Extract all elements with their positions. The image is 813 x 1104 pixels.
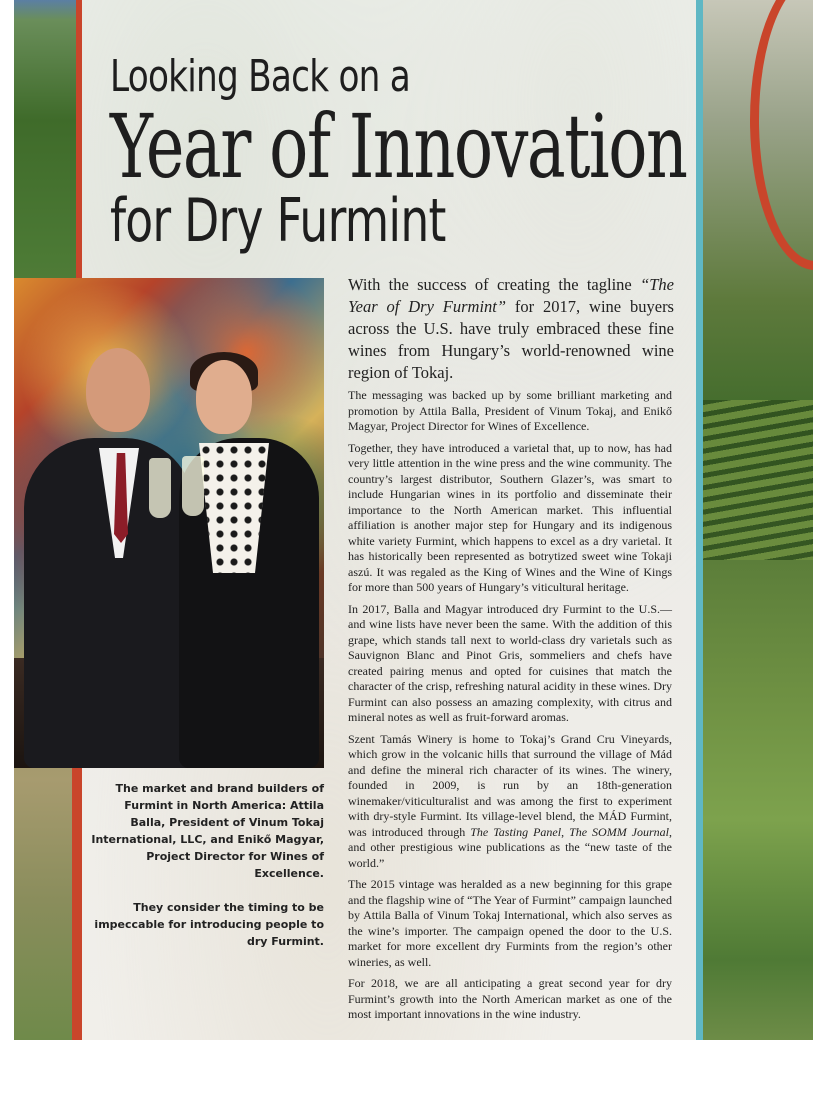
article-body [348,388,672,1029]
wine-glass-left [149,458,171,518]
man-head [86,348,150,432]
lead-text-start: With the success of creating the tagline [348,275,641,294]
vine-rows-image [703,400,813,560]
publication-somm-journal: The SOMM Journal [569,824,670,839]
body-paragraph-1: The messaging was backed up by some brilliant marketing and promotion by Attila Balla, President of Vinum Tokaj, and Enikő Magyar, Project Director for Wines of Excellence. [348,388,672,433]
title-line-2: Year of Innovation [110,95,687,198]
p4-text-start: Szent Tamás Winery is home to Tokaj’s Grand Cru Vineyards, which grow in the volcanic hills that surround the village of Mád and define the mineral rich character of its wines. The winery, founded in 2009, is run by an 18th-generation winemaker/viticulturalist and was among the first to experiment with dry-style Furmint. Its village-level blend, the MÁD Furmint, was introduced through [348,731,672,839]
body-paragraph-5: The 2015 vintage was heralded as a new beginning for this grape and the flagship wine of “The Year of Furmint” campaign launched by Attila Balla of Vinum Tokaj International, which also serves as the wine’s importer. The campaign opened the door to the U.S. market for more excellent dry Furmints from the region’s other wineries, as well. [348,877,672,969]
title-line-3: for Dry Furmint [110,186,446,256]
body-paragraph-6: For 2018, we are all anticipating a great second year for dry Furmint’s growth into the North American market as one of the most important innovations in the wine industry. [348,976,672,1021]
lead-text-end: for 2017, wine buyers across the U.S. have truly embraced these fine wines from Hungary’s world-renowned wine region of Tokaj. [348,297,674,382]
red-accent-bar-bottom [72,768,82,1040]
body-paragraph-4 [348,732,672,872]
wine-glass-right [182,456,204,516]
caption-text-1: The market and brand builders of Furmint in North America: Attila Balla, President of Vinum Tokaj International, LLC, and Enikő Magyar, Project Director for Wines of Excellence. [91,782,324,880]
title-line-1: Looking Back on a [110,51,411,102]
page-bottom-margin [0,1040,813,1104]
portrait-photo [14,278,324,768]
body-paragraph-2: Together, they have introduced a varietal that, up to now, has had very little attention in the wine press and the wine community. The country’s largest distributor, Southern Glazer’s, was smart to include Hungarian wines in its portfolio and disseminate their importance to the North American market. This influential affiliation is another major step for Hungary and its indigenous white variety Furmint, which happens to excel as a dry varietal. It has historically been represented as botrytized sweet wine Tokaji aszú. It was regaled as the King of Wines and the Wine of Kings for more than 500 years of Hungary’s viticultural heritage. [348,440,672,594]
photo-caption [90,780,324,967]
body-paragraph-3: In 2017, Balla and Magyar introduced dry Furmint to the U.S.—and wine lists have never been the same. With the addition of this grape, which stands tall next to world-class dry varietals such as Sauvignon Blanc and Pinot Gris, sommeliers and chefs have created pairing menus and opted for cuisines that match the character of the crisp, refreshing natural acidity in these wines. Dry Furmint can also possess an amazing complexity, with citrus and mineral notes as well as fruit-forward aromas. [348,601,672,724]
caption-text-2: They consider the timing to be impeccable for introducing people to dry Furmint. [94,901,324,948]
p4-text-end: , and other prestigious wine publications as the “new taste of the world.” [348,824,673,870]
woman-head [196,360,252,434]
publication-tasting-panel: The Tasting Panel [470,824,562,839]
p4-separator: , [561,824,570,839]
lead-paragraph [348,274,674,384]
article-title [110,50,813,256]
lead-tagline: “The Year of Dry Furmint” [348,275,674,316]
